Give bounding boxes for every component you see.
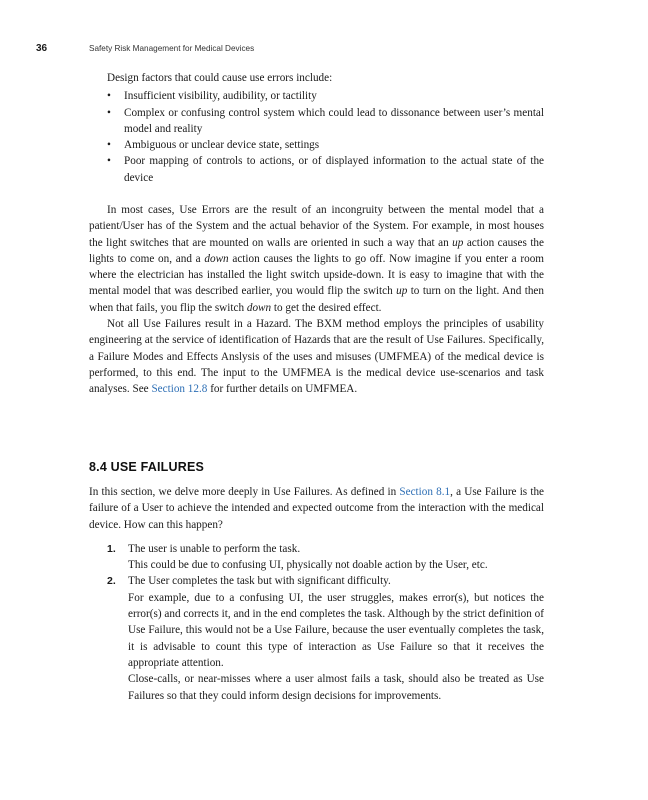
item-detail: Close-calls, or near-misses where a user almost fails a task, should also be treated as Use Failures so that they could inform design decisions for improvements.	[128, 673, 544, 702]
running-title: Safety Risk Management for Medical Devices	[89, 43, 255, 53]
emphasis-down: down	[246, 301, 272, 314]
item-detail: For example, due to a confusing UI, the user struggles, makes error(s), but notices the error(s) and corrects it, and in the end completes the task. Although by the strict definition of Use Failure, this would not be a Use Failure, because the user eventually completes the task, it is advisable to count this type of interaction as Use Failure so that it receives the appropriate attention.	[128, 591, 544, 669]
list-number: 1.	[107, 542, 116, 555]
item-title: The user is unable to perform the task.	[128, 542, 301, 555]
section-8-1-link[interactable]: Section 8.1	[399, 486, 451, 498]
list-item	[89, 573, 544, 703]
use-failure-cases-list	[89, 541, 544, 704]
intro-lead: Design factors that could cause use errors include:	[107, 72, 333, 84]
page-header	[36, 40, 556, 56]
section-heading: 8.4 USE FAILURES	[89, 460, 205, 474]
list-item: • Insufficient visibility, audibility, or tactility	[89, 88, 544, 104]
use-failures-block	[89, 484, 544, 704]
list-item: • Poor mapping of controls to actions, or of displayed information to the actual state of the device	[89, 153, 544, 186]
intro-block	[89, 70, 544, 186]
item-detail: This could be due to confusing UI, physically not doable action by the User, etc.	[128, 559, 488, 572]
list-item: • Ambiguous or unclear device state, settings	[89, 137, 544, 153]
body-block	[89, 202, 544, 398]
design-factors-list	[89, 88, 544, 186]
emphasis-up: up	[452, 236, 464, 249]
list-item	[89, 541, 544, 574]
paragraph-bxm-method: Not all Use Failures result in a Hazard. The BXM method employs the principles of usability engineering at the service of identification of Hazards that are the result of Use Failures. Specifically, a Failure Modes and Effects Anslysis of the uses and misuses (UMFMEA) of the medical device is performed, to this end. The input to the UMFMEA is the medical device use-scenarios and task analyses. See Section 12.8 for further details on UMFMEA.	[89, 318, 544, 396]
section-divider	[89, 451, 544, 452]
emphasis-down: down	[204, 252, 229, 265]
item-title: The User completes the task but with significant difficulty.	[128, 575, 391, 588]
paragraph-use-errors: In most cases, Use Errors are the result of an incongruity between the mental model that a patient/User has of the System and the actual behavior of the System. For example, in most houses the light switches that are mounted on walls are oriented in such a way that an up action causes the lights to come on, and a down action causes the lights to go off. Now imagine if you enter a room where the electrician has installed the light switch upside-down. It is easy to imagine that with the mental model that was described earlier, you would flip the switch up to turn on the light. And then when that fails, you flip the switch down to get the desired effect.	[89, 204, 544, 314]
list-number: 2.	[107, 575, 116, 588]
emphasis-up: up	[396, 285, 408, 298]
paragraph-use-failures-intro: In this section, we delve more deeply in Use Failures. As defined in Section 8.1, a Use Failure is the failure of a User to achieve the intended and expected outcome from the interaction with the medical device. How can this happen?	[89, 486, 545, 531]
section-12-8-link[interactable]: Section 12.8	[151, 383, 208, 396]
page-number: 36	[36, 42, 48, 54]
list-item: • Complex or confusing control system which could lead to dissonance between user’s mental model and reality	[89, 105, 544, 138]
